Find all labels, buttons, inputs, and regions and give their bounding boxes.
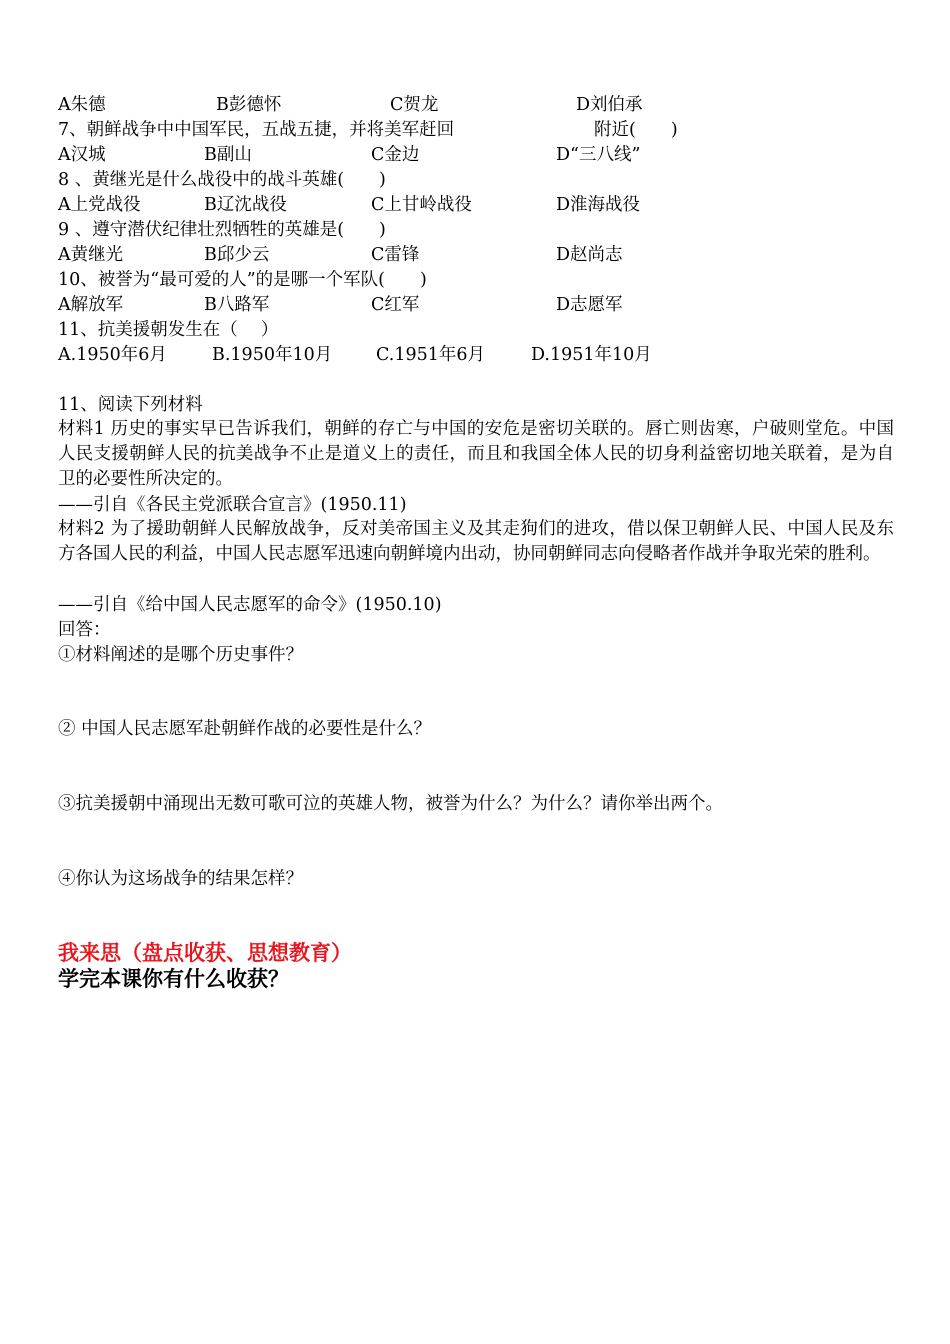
q11-option-d: D.1951年10月 [531,345,652,365]
q9-option-d: D赵尚志 [556,245,623,265]
reading-heading: 11、阅读下列材料 [58,395,203,415]
q9-stem: 9 、遵守潜伏纪律壮烈牺牲的英雄是( ) [58,220,386,240]
reflection-question: 学完本课你有什么收获？ [58,967,289,991]
q9-options [58,243,894,267]
q7-options [58,143,894,167]
q11-option-c: C.1951年6月 [376,345,485,365]
q6-option-c: C贺龙 [390,95,439,115]
q8-option-d: D淮海战役 [556,195,641,215]
q9-option-a: A黄继光 [58,245,124,265]
q11-stem: 11、抗美援朝发生在（ ） [58,320,279,340]
material-2: 材料2 为了援助朝鲜人民解放战争，反对美帝国主义及其走狗们的进攻，借以保卫朝鲜人民、中国人民及东方各国人民的利益，中国人民志愿军迅速向朝鲜境内出动，协同朝鲜同志向侵略者作战并争取光荣的胜利。 [58,519,894,564]
q6-option-b: B彭德怀 [216,95,282,115]
q10-options [58,293,894,317]
q10-option-a: A解放军 [58,295,124,315]
q7-option-b: B副山 [204,145,252,165]
q8-option-b: B辽沈战役 [204,195,287,215]
q8-options [58,193,894,217]
sub-question-3: ③抗美援朝中涌现出无数可歌可泣的英雄人物，被誉为什么？为什么？请你举出两个。 [58,794,723,814]
sub-question-1: ①材料阐述的是哪个历史事件？ [58,645,303,665]
q6-options [58,93,894,117]
q7-option-c: C金边 [371,145,420,165]
material-2-source: ——引自《给中国人民志愿军的命令》(1950.10) [58,595,442,615]
q6-option-d: D刘伯承 [576,95,643,115]
q7-stem-text: 7、朝鲜战争中中国军民，五战五捷，并将美军赶回 [58,120,455,140]
reflection-title: 我来思（盘点收获、思想教育） [58,941,352,965]
q8-option-a: A上党战役 [58,195,141,215]
q7-option-d: D“三八线” [556,145,641,165]
q7-option-a: A汉城 [58,145,106,165]
q8-option-c: C上甘岭战役 [371,195,472,215]
q10-option-b: B八路军 [204,295,270,315]
q11-options [58,343,894,367]
q6-option-a: A朱德 [58,95,106,115]
q7-stem-tail: 附近( ) [594,120,678,140]
answer-label: 回答： [58,620,111,640]
q8-stem: 8 、黄继光是什么战役中的战斗英雄( ) [58,170,386,190]
sub-question-2: ② 中国人民志愿军赴朝鲜作战的必要性是什么？ [58,719,432,739]
q11-option-b: B.1950年10月 [212,345,333,365]
material-1-source: ——引自《各民主党派联合宣言》(1950.11) [58,495,407,515]
q10-option-d: D志愿军 [556,295,623,315]
material-1: 材料1 历史的事实早已告诉我们，朝鲜的存亡与中国的安危是密切关联的。唇亡则齿寒，户破则堂危。中国人民支援朝鲜人民的抗美战争不止是道义上的责任，而且和我国全体人民的切身利益密切地关联着，是为自卫的必要性所决定的。 [58,419,894,489]
q7-stem [58,118,894,142]
q9-option-b: B邱少云 [204,245,270,265]
q10-option-c: C红军 [371,295,420,315]
q11-option-a: A.1950年6月 [58,345,167,365]
q10-stem: 10、被誉为“最可爱的人”的是哪一个军队( ) [58,270,427,290]
sub-question-4: ④你认为这场战争的结果怎样？ [58,869,303,889]
q9-option-c: C雷锋 [371,245,420,265]
